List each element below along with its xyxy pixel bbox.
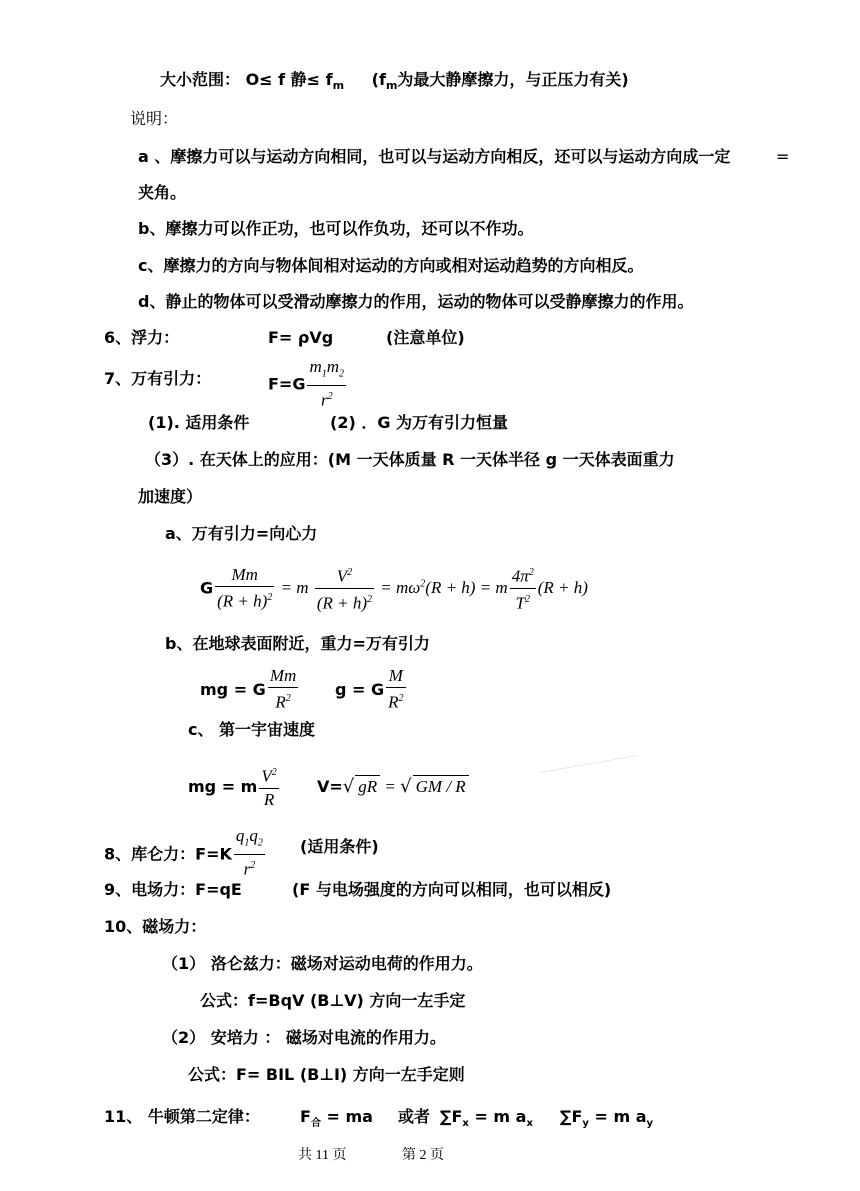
item-d: d、静止的物体可以受滑动摩擦力的作用，运动的物体可以受静摩擦力的作用。 bbox=[138, 292, 694, 311]
buoyancy-note: (注意单位) bbox=[386, 328, 465, 347]
explain-heading: 说明： bbox=[130, 109, 179, 128]
item-c: c、摩擦力的方向与物体间相对运动的方向或相对运动趋势的方向相反。 bbox=[138, 256, 644, 275]
electric-force: 9、电场力：F=qE bbox=[104, 880, 242, 899]
footer-page-number: 第 2 页 bbox=[402, 1148, 444, 1163]
first-cosmic-velocity-mg: mg = m $\frac{V^2}{R}$ bbox=[188, 762, 281, 811]
newton-formula: $F_合$ = ma bbox=[300, 1107, 373, 1130]
grav-application: （3）. 在天体上的应用：(M 一天体质量 R 一天体半径 g 一天体表面重力 bbox=[145, 450, 675, 469]
item-a-cont: 夹角。 bbox=[138, 183, 187, 202]
ampere-formula: 公式：F= BIL (B⊥I) 方向一左手定则 bbox=[188, 1065, 465, 1084]
sub-a-heading: a、万有引力=向心力 bbox=[165, 524, 318, 543]
lorentz-heading: （1） 洛仑兹力：磁场对运动电荷的作用力。 bbox=[162, 954, 483, 973]
coulomb-formula: 8、库仑力：F=K $\frac{q_1q_2}{r^2}$ bbox=[104, 826, 263, 880]
gravitation-label: 7、万有引力： bbox=[104, 369, 212, 388]
item-a: a 、摩擦力可以与运动方向相同，也可以与运动方向相反，还可以与运动方向成一定 bbox=[138, 147, 731, 166]
electric-note: (F 与电场强度的方向可以相同，也可以相反) bbox=[292, 880, 612, 899]
grav-constant: (2) ．G 为万有引力恒量 bbox=[330, 413, 509, 432]
newton-label: 11、 牛顿第二定律： bbox=[104, 1107, 260, 1126]
item-b: b、摩擦力可以作正功，也可以作负功，还可以不作功。 bbox=[138, 219, 534, 238]
newton-fy: $\sum F_y = m$ $a_y$ bbox=[560, 1107, 654, 1130]
static-friction-range: 大小范围： O≤ f 静≤ $f_m$ ($f_m$为最大静摩擦力，与正压力有关) bbox=[160, 70, 629, 93]
sub-b-heading: b、在地球表面附近，重力=万有引力 bbox=[165, 634, 430, 653]
sub-c-heading: c、 第一宇宙速度 bbox=[188, 720, 316, 739]
coulomb-note: (适用条件) bbox=[300, 837, 379, 856]
ampere-heading: （2） 安培力 ： 磁场对电流的作用力。 bbox=[162, 1028, 446, 1047]
surface-gravity-formula: mg = G $\frac{Mm}{R^2}$ bbox=[200, 666, 297, 712]
buoyancy-label: 6、浮力： bbox=[104, 328, 180, 347]
grav-application-cont: 加速度） bbox=[138, 487, 203, 506]
magnetic-heading: 10、磁场力： bbox=[104, 917, 207, 936]
first-cosmic-velocity-v: V=√ gR = √ GM / R bbox=[317, 775, 469, 798]
footer-total-pages: 共 11 页 bbox=[298, 1148, 347, 1163]
surface-g-formula: g = G $\frac{M}{R^2}$ bbox=[335, 666, 404, 712]
newton-or: 或者 bbox=[398, 1107, 431, 1126]
buoyancy-formula: F= ρVg bbox=[268, 328, 334, 347]
gravitation-fraction: $\frac{m_1m_2}{r^2}$ bbox=[309, 357, 345, 411]
item-a-equals: = bbox=[776, 147, 790, 166]
gravitation-formula: F=G $\frac{m_1m_2}{r^2}$ bbox=[268, 357, 345, 411]
grav-condition: (1). 适用条件 bbox=[148, 413, 250, 432]
lorentz-formula: 公式：f=BqV (B⊥V) 方向一左手定 bbox=[200, 991, 466, 1010]
faint-mark bbox=[540, 755, 639, 773]
newton-fx: $\sum F_x = m$ $a_x$ bbox=[440, 1107, 533, 1130]
centripetal-formula: G $\frac{Mm}{(R + h)^2}$ = m $\frac{V^2}{(R + h)^2}$ = $m\omega^2(R + h) = m$ $\frac{4\pi^2}{T^2}$ (R + h) bbox=[200, 562, 588, 614]
